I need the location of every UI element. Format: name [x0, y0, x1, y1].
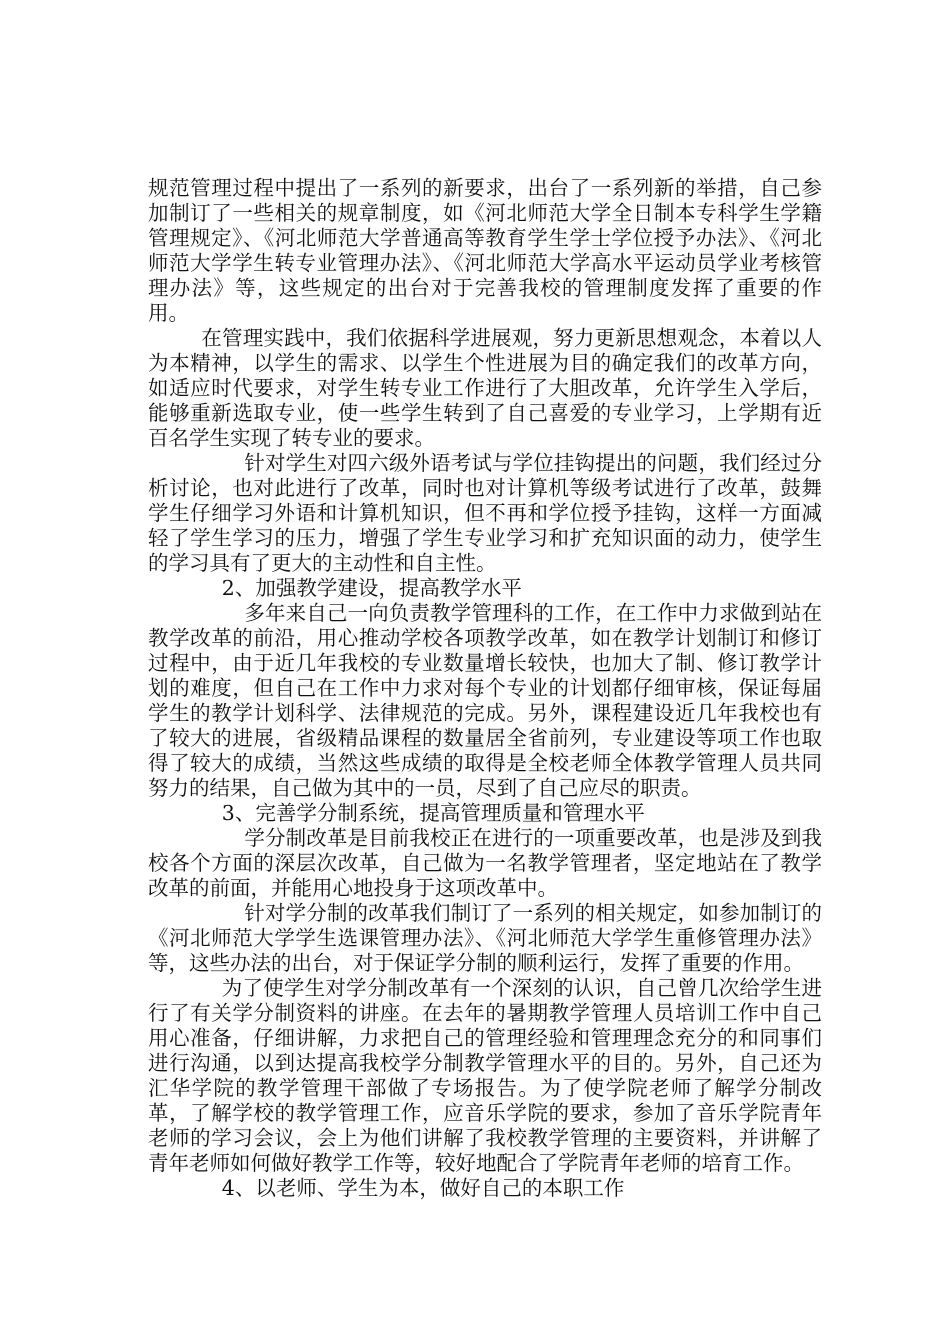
paragraph-exam-reform: 针对学生对四六级外语考试与学位挂钩提出的问题，我们经过分析讨论，也对此进行了改革，同时也对计算机等级考试进行了改革，鼓舞学生仔细学习外语和计算机知识，但不再和学位授予挂钩，这样一方面减轻了学生学习的压力，增强了学生专业学习和扩充知识面的动力，使学生的学习具有了更大的主动性和自主性。 [148, 451, 822, 575]
section-heading-4: 4、以老师、学生为本，做好自己的本职工作 [221, 1176, 625, 1200]
paragraph-lectures: 为了使学生对学分制改革有一个深刻的认识，自己曾几次给学生进行了有关学分制资料的讲座。在去年的暑期教学管理人员培训工作中自己用心准备，仔细讲解，力求把自己的管理经验和管理理念充分的和同事们进行沟通，以到达提高我校学分制教学管理水平的目的。另外，自己还为汇华学院的教学管理干部做了专场报告。为了使学院老师了解学分制改革，了解学校的教学管理工作，应音乐学院的要求，参加了音乐学院青年老师的学习会议，会上为他们讲解了我校教学管理的主要资料，并讲解了青年老师如何做好教学工作等，较好地配合了学院青年老师的培育工作。 [148, 976, 822, 1175]
paragraph-management-practice: 在管理实践中，我们依据科学进展观，努力更新思想观念，本着以人为本精神，以学生的需求、以学生个性进展为目的确定我们的改革方向，如适应时代要求，对学生转专业工作进行了大胆改革，允许学生入学后，能够重新选取专业，使一些学生转到了自己喜爱的专业学习，上学期有近百名学生实现了转专业的要求。 [148, 326, 822, 450]
section-heading-2: 2、加强教学建设，提高教学水平 [221, 576, 522, 600]
paragraph-teaching-construction: 多年来自己一向负责教学管理科的工作，在工作中力求做到站在教学改革的前沿，用心推动学校各项教学改革，如在教学计划制订和修订过程中，由于近几年我校的专业数量增长较快，也加大了制、修订教学计划的难度，但自己在工作中力求对每个专业的计划都仔细审核，保证每届学生的教学计划科学、法律规范的完成。另外，课程建设近几年我校也有了较大的进展，省级精品课程的数量居全省前列，专业建设等项工作也取得了较大的成绩，当然这些成绩的取得是全校老师全体教学管理人员共同努力的结果，自己做为其中的一员，尽到了自己应尽的职责。 [148, 601, 822, 800]
paragraph-regulations: 规范管理过程中提出了一系列的新要求，出台了一系列新的举措，自己参加制订了一些相关的规章制度，如《河北师范大学全日制本专科学生学籍管理规定》、《河北师范大学普通高等教育学生学士学位授予办法》、《河北师范大学学生转专业管理办法》、《河北师范大学高水平运动员学业考核管理办法》等，这些规定的出台对于完善我校的管理制度发挥了重要的作用。 [148, 176, 822, 325]
section-heading-3: 3、完善学分制系统，提高管理质量和管理水平 [221, 801, 645, 825]
paragraph-credit-regulations: 针对学分制的改革我们制订了一系列的相关规定，如参加制订的《河北师范大学学生选课管理办法》、《河北师范大学学生重修管理办法》等，这些办法的出台，对于保证学分制的顺利运行，发挥了重要的作用。 [148, 901, 822, 975]
paragraph-credit-reform: 学分制改革是目前我校正在进行的一项重要改革，也是涉及到我校各个方面的深层次改革，自己做为一名教学管理者，坚定地站在了教学改革的前面，并能用心地投身于这项改革中。 [148, 826, 822, 900]
document-body [148, 176, 822, 1201]
